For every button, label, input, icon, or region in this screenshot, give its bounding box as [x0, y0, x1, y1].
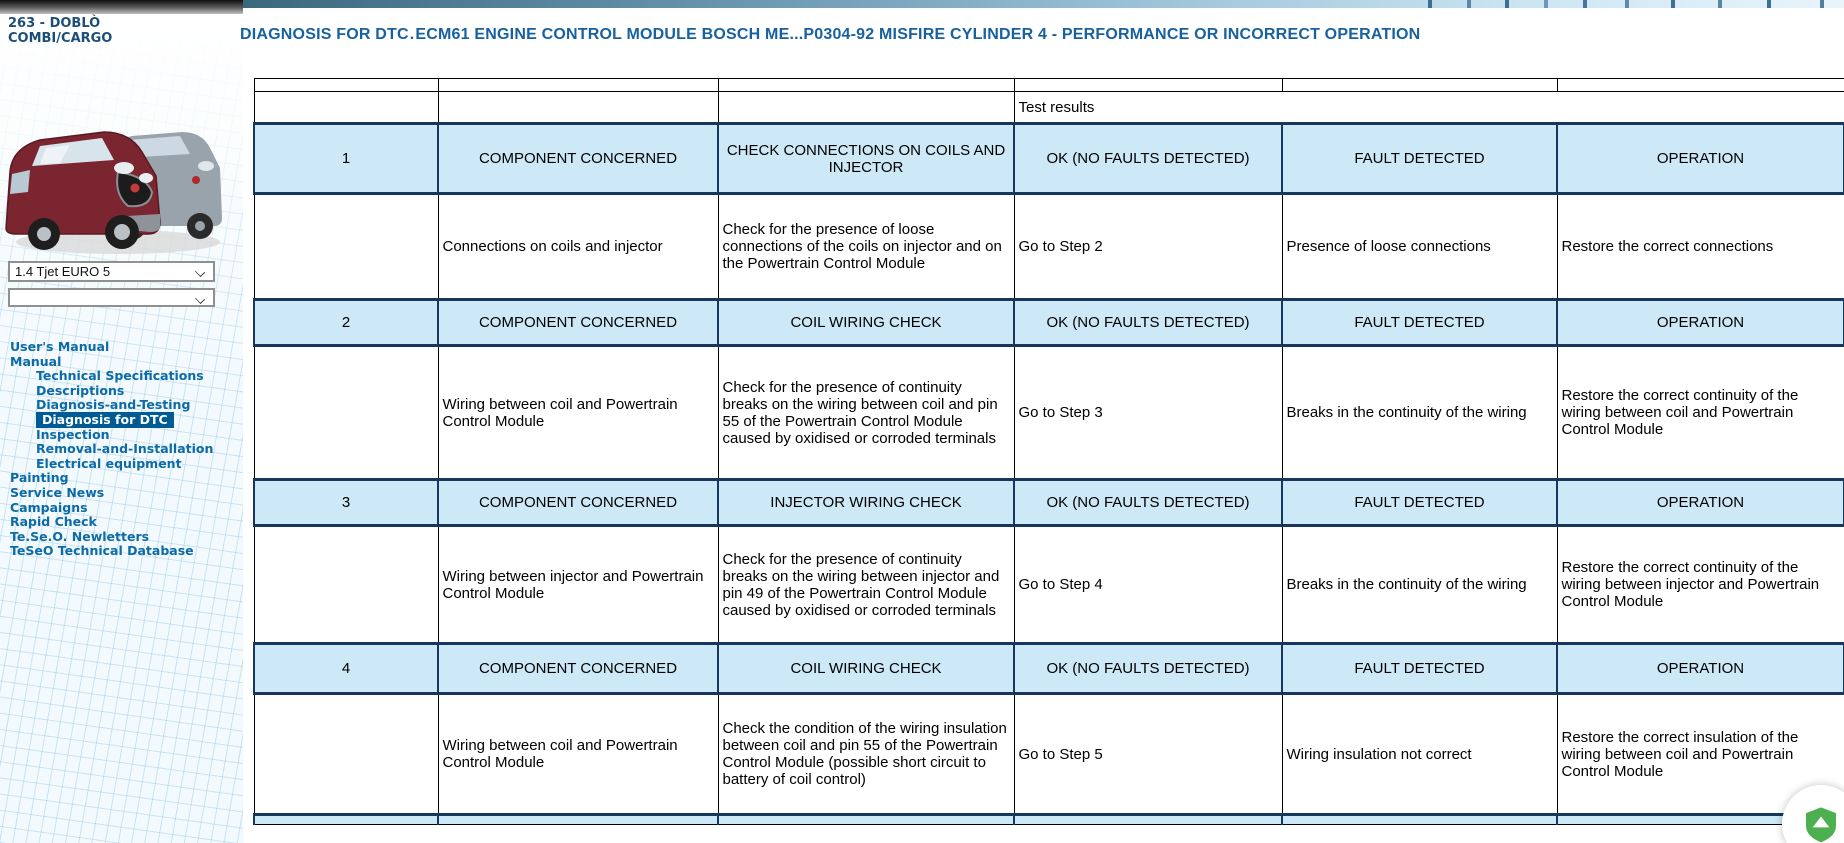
red-van: [6, 132, 160, 250]
table-cell-empty: [438, 92, 718, 124]
table-cell-empty: [254, 92, 438, 124]
check-cell: Check the condition of the wiring insulation between coil and pin 55 of the Powertrain Control Module (possible short circuit to battery of coil control): [718, 694, 1014, 815]
table-cell-empty: [1282, 79, 1557, 92]
table-cell-partial: [254, 815, 438, 825]
sidebar-item-label: Campaigns: [10, 499, 88, 515]
sidebar-item-label: TeSeO Technical Database: [10, 543, 194, 559]
fault-cell: Wiring insulation not correct: [1282, 694, 1557, 815]
table-cell-empty: [254, 526, 438, 644]
operation-cell: Restore the correct connections: [1557, 194, 1844, 300]
sidebar-item-electrical-equipment[interactable]: [0, 457, 216, 472]
operation-cell: Restore the correct insulation of the wiring between coil and Powertrain Control Module: [1557, 694, 1844, 815]
sidebar-item-label: Service News: [10, 484, 105, 500]
sidebar-item-removal-and-installation[interactable]: [0, 442, 216, 457]
sidebar-item-painting[interactable]: [0, 471, 216, 486]
component-cell: Wiring between coil and Powertrain Control Module: [438, 346, 718, 480]
sidebar-item-descriptions[interactable]: [0, 384, 216, 399]
sidebar-item-campaigns[interactable]: [0, 501, 216, 516]
secondary-select[interactable]: [8, 288, 215, 307]
chevron-down-icon: [195, 294, 205, 304]
check-cell: Check for the presence of loose connections of the coils on injector and on the Powertrain Control Module: [718, 194, 1014, 300]
component-header-cell: COMPONENT CONCERNED: [438, 480, 718, 526]
sidebar-item-label: Removal-and-Installation: [36, 441, 214, 457]
sidebar-item-manual[interactable]: [0, 355, 216, 370]
table-cell-empty: [1557, 79, 1844, 92]
sidebar-item-te-se-o-newletters[interactable]: [0, 530, 216, 545]
sidebar-item-label: Descriptions: [36, 382, 125, 398]
topbar-left-gradient: [0, 0, 243, 14]
sidebar-item-diagnosis-for-dtc[interactable]: [0, 413, 216, 428]
operation-header-cell: OPERATION: [1557, 480, 1844, 526]
ok-cell: Go to Step 4: [1014, 526, 1282, 644]
table-cell-empty: [254, 694, 438, 815]
sidebar-item-label: Inspection: [36, 426, 110, 442]
fault-header-cell: FAULT DETECTED: [1282, 480, 1557, 526]
component-cell: Wiring between coil and Powertrain Control Module: [438, 694, 718, 815]
ok-header-cell: OK (NO FAULTS DETECTED): [1014, 480, 1282, 526]
chevron-down-icon: [195, 267, 205, 277]
breadcrumb-segment: DIAGNOSIS FOR DTC: [240, 26, 409, 43]
step-number-cell: 1: [254, 124, 438, 194]
fault-header-cell: FAULT DETECTED: [1282, 124, 1557, 194]
table-cell-empty: [438, 79, 718, 92]
sidebar-item-label: Electrical equipment: [36, 455, 182, 471]
table-cell-empty: [1014, 79, 1282, 92]
engine-version-value: 1.4 Tjet EURO 5: [15, 264, 111, 279]
component-header-cell: COMPONENT CONCERNED: [438, 644, 718, 694]
breadcrumb-segment: ECM61 ENGINE CONTROL MODULE BOSCH ME...: [415, 26, 804, 43]
table-cell-empty: [254, 194, 438, 300]
fault-header-cell: FAULT DETECTED: [1282, 644, 1557, 694]
component-header-cell: COMPONENT CONCERNED: [438, 124, 718, 194]
sidebar-item-label: Diagnosis for DTC: [36, 412, 174, 428]
component-cell: Wiring between injector and Powertrain Control Module: [438, 526, 718, 644]
ok-cell: Go to Step 5: [1014, 694, 1282, 815]
operation-header-cell: OPERATION: [1557, 124, 1844, 194]
component-header-cell: COMPONENT CONCERNED: [438, 300, 718, 346]
sidebar-item-label: User's Manual: [10, 339, 110, 354]
sidebar-item-rapid-check[interactable]: [0, 515, 216, 530]
table-cell-empty: [254, 79, 438, 92]
page-title: [240, 26, 1420, 44]
step-number-cell: 3: [254, 480, 438, 526]
step-number-cell: 2: [254, 300, 438, 346]
vehicle-image: [0, 76, 228, 266]
sidebar-item-inspection[interactable]: [0, 428, 216, 443]
sidebar-item-label: Manual: [10, 353, 62, 369]
sidebar-item-label: Rapid Check: [10, 514, 97, 530]
operation-header-cell: OPERATION: [1557, 300, 1844, 346]
fault-cell: Breaks in the continuity of the wiring: [1282, 526, 1557, 644]
check-cell: Check for the presence of continuity breaks on the wiring between injector and pin 49 of the Powertrain Control Module caused by oxidised or corroded terminals: [718, 526, 1014, 644]
check-title-cell: CHECK CONNECTIONS ON COILS AND INJECTOR: [718, 124, 1014, 194]
sidebar-item-label: Painting: [10, 470, 69, 486]
topbar-gradient: [243, 0, 1844, 8]
check-title-cell: COIL WIRING CHECK: [718, 644, 1014, 694]
breadcrumb-segment: P0304-92 MISFIRE CYLINDER 4 - PERFORMANCE OR INCORRECT OPERATION: [803, 26, 1421, 43]
sidebar-item-service-news[interactable]: [0, 486, 216, 501]
table-cell-partial: [718, 815, 1014, 825]
sidebar-item-diagnosis-and-testing[interactable]: [0, 398, 216, 413]
sidebar-item-teseo-technical-database[interactable]: [0, 544, 216, 559]
ok-cell: Go to Step 3: [1014, 346, 1282, 480]
sidebar: [0, 14, 243, 843]
test-results-cell: Test results: [1014, 92, 1844, 124]
table-cell-partial: [438, 815, 718, 825]
operation-cell: Restore the correct continuity of the wiring between coil and Powertrain Control Module: [1557, 346, 1844, 480]
sidebar-item-label: Technical Specifications: [36, 368, 204, 384]
diagnosis-table: [253, 78, 1844, 825]
sidebar-item-user-s-manual[interactable]: [0, 340, 216, 355]
check-cell: Check for the presence of continuity breaks on the wiring between coil and pin 55 of the Powertrain Control Module caused by oxidised or corroded terminals: [718, 346, 1014, 480]
ok-cell: Go to Step 2: [1014, 194, 1282, 300]
vehicle-model-title: 263 - DOBLÒ COMBI/CARGO: [8, 16, 113, 46]
engine-version-select[interactable]: [8, 261, 215, 282]
check-title-cell: COIL WIRING CHECK: [718, 300, 1014, 346]
shield-icon: [1801, 804, 1841, 843]
fault-cell: Presence of loose connections: [1282, 194, 1557, 300]
table-cell-empty: [718, 79, 1014, 92]
sidebar-nav: [0, 340, 216, 559]
fault-cell: Breaks in the continuity of the wiring: [1282, 346, 1557, 480]
operation-cell: Restore the correct continuity of the wiring between injector and Powertrain Control Module: [1557, 526, 1844, 644]
sidebar-item-technical-specifications[interactable]: [0, 369, 216, 384]
sidebar-item-label: Diagnosis-and-Testing: [36, 397, 191, 413]
operation-header-cell: OPERATION: [1557, 644, 1844, 694]
table-cell-empty: [718, 92, 1014, 124]
ok-header-cell: OK (NO FAULTS DETECTED): [1014, 124, 1282, 194]
component-cell: Connections on coils and injector: [438, 194, 718, 300]
table-cell-partial: [1014, 815, 1282, 825]
diagnosis-table-body: [254, 79, 1844, 825]
fault-header-cell: FAULT DETECTED: [1282, 300, 1557, 346]
breadcrumb-separator: .: [409, 26, 415, 43]
table-cell-partial: [1282, 815, 1557, 825]
check-title-cell: INJECTOR WIRING CHECK: [718, 480, 1014, 526]
sidebar-item-label: Te.Se.O. Newletters: [10, 528, 150, 544]
ok-header-cell: OK (NO FAULTS DETECTED): [1014, 644, 1282, 694]
table-cell-empty: [254, 346, 438, 480]
step-number-cell: 4: [254, 644, 438, 694]
ok-header-cell: OK (NO FAULTS DETECTED): [1014, 300, 1282, 346]
